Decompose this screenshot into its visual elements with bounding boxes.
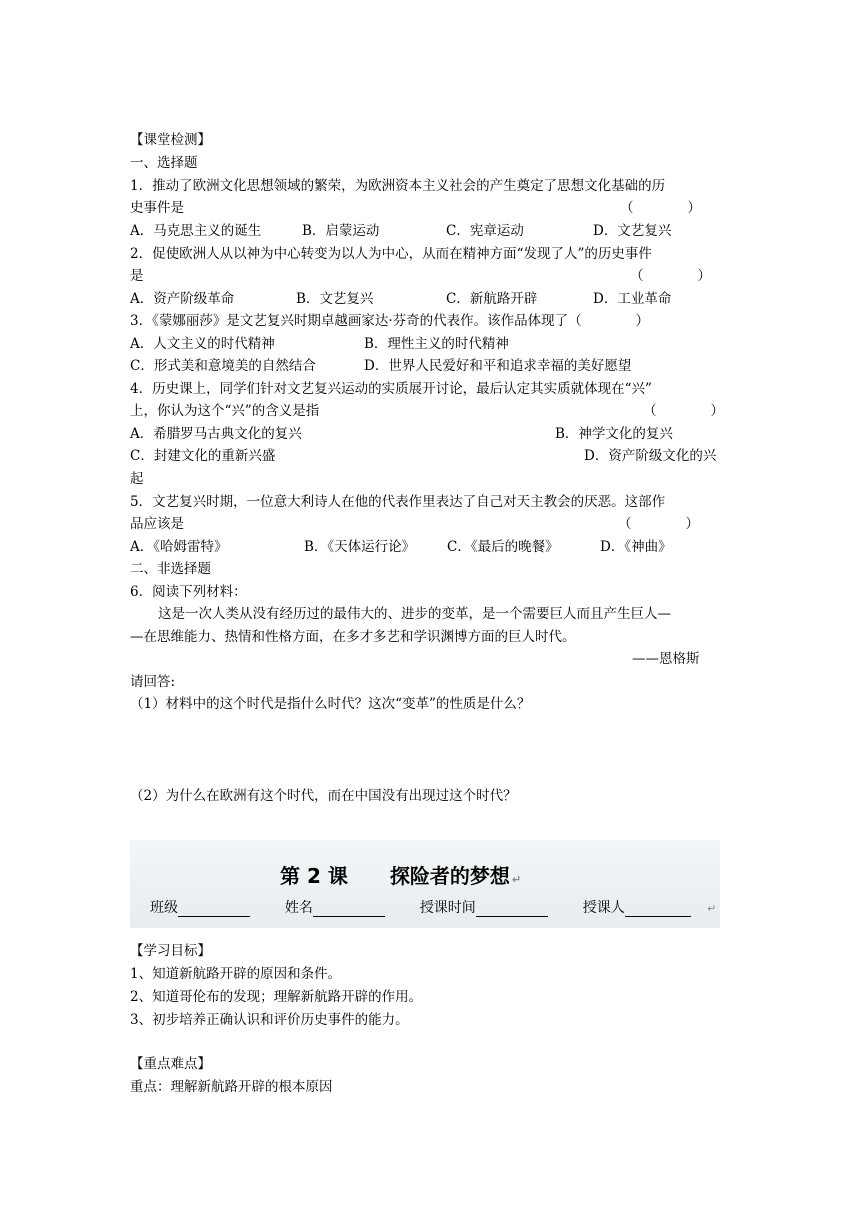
question-5-answer-paren: （ ） bbox=[618, 516, 699, 532]
lesson-banner bbox=[130, 840, 720, 928]
question-3-line-1: 3．《蒙娜丽莎》是文艺复兴时期卓越画家达·芬奇的代表作。该作品体现了（ ） bbox=[130, 313, 650, 329]
quote-source: ——恩格斯 bbox=[632, 651, 700, 667]
question-4-option-d: D．资产阶级文化的兴 bbox=[584, 448, 717, 464]
question-5-option-a: A．《哈姆雷特》 bbox=[130, 539, 228, 555]
lesson-name: 探险者的梦想 bbox=[389, 864, 510, 888]
question-1-option-b: B．启蒙运动 bbox=[302, 223, 380, 239]
question-4-option-a: A．希腊罗马古典文化的复兴 bbox=[130, 426, 302, 442]
paragraph-mark-icon: ↵ bbox=[511, 873, 522, 886]
goal-1: 1、知道新航路开辟的原因和条件。 bbox=[130, 966, 342, 982]
question-3-option-b: B．理性主义的时代精神 bbox=[364, 336, 509, 352]
paragraph-mark-icon: ↵ bbox=[707, 902, 717, 915]
sub-question-1: （1）材料中的这个时代是指什么时代？这次“变革”的性质是什么？ bbox=[130, 696, 531, 712]
question-2-answer-paren: （ ） bbox=[630, 268, 711, 284]
question-5-option-c: C．《最后的晚餐》 bbox=[447, 539, 559, 555]
lesson-info-row bbox=[150, 897, 716, 917]
question-2-line-1: 2．促使欧洲人从以神为中心转变为以人为中心，从而在精神方面“发现了人”的历史事件 bbox=[130, 246, 652, 262]
key-point-1: 重点：理解新航路开辟的根本原因 bbox=[130, 1079, 333, 1095]
time-blank bbox=[476, 902, 548, 917]
section-heading-key-points: 【重点难点】 bbox=[130, 1056, 211, 1072]
section-heading-class-test: 【课堂检测】 bbox=[130, 132, 211, 148]
question-4-option-b: B．神学文化的复兴 bbox=[555, 426, 673, 442]
lesson-title bbox=[280, 860, 521, 889]
question-1-line-1: 1．推动了欧洲文化思想领域的繁荣，为欧洲资本主义社会的产生奠定了思想文化基础的历 bbox=[130, 178, 666, 194]
answer-prompt: 请回答: bbox=[130, 674, 176, 690]
teacher-label: 授课人 bbox=[582, 900, 625, 916]
question-2-option-b: B．文艺复兴 bbox=[296, 291, 374, 307]
question-4-answer-paren: （ ） bbox=[643, 403, 724, 419]
question-2-option-c: C．新航路开辟 bbox=[446, 291, 538, 307]
quote-line-1: 这是一次人类从没有经历过的最伟大的、进步的变革，是一个需要巨人而且产生巨人— bbox=[158, 606, 671, 622]
name-label: 姓名 bbox=[284, 900, 313, 916]
goal-3: 3、初步培养正确认识和评价历史事件的能力。 bbox=[130, 1012, 409, 1028]
teacher-blank bbox=[625, 902, 691, 917]
question-3-option-a: A．人文主义的时代精神 bbox=[130, 336, 275, 352]
question-6-prompt: 6．阅读下列材料： bbox=[130, 584, 247, 600]
question-1-answer-paren: （ ） bbox=[620, 200, 701, 216]
question-4-line-1: 4．历史课上，同学们针对文艺复兴运动的实质展开讨论，最后认定其实质就体现在“兴” bbox=[130, 381, 652, 397]
question-5-line-2: 品应该是 bbox=[130, 516, 184, 532]
question-1-option-c: C．宪章运动 bbox=[446, 223, 524, 239]
question-3-option-d: D．世界人民爱好和平和追求幸福的美好愿望 bbox=[364, 358, 632, 374]
question-4-option-d-cont: 起 bbox=[130, 471, 144, 487]
part-heading-choice: 一、选择题 bbox=[130, 155, 198, 171]
lesson-number: 第 2 课 bbox=[280, 864, 348, 888]
class-label: 班级 bbox=[150, 900, 178, 916]
quote-line-2: —在思维能力、热情和性格方面，在多才多艺和学识渊博方面的巨人时代。 bbox=[130, 629, 576, 645]
question-4-line-2: 上，你认为这个“兴”的含义是指 bbox=[130, 403, 320, 419]
class-blank bbox=[178, 902, 250, 917]
time-label: 授课时间 bbox=[419, 900, 476, 916]
question-1-line-2: 史事件是 bbox=[130, 200, 184, 216]
question-1-option-d: D．文艺复兴 bbox=[593, 223, 672, 239]
question-5-option-b: B．《天体运行论》 bbox=[304, 539, 416, 555]
question-4-option-c: C．封建文化的重新兴盛 bbox=[130, 448, 276, 464]
question-1-option-a: A．马克思主义的诞生 bbox=[130, 223, 262, 239]
part-heading-nonchoice: 二、非选择题 bbox=[130, 561, 211, 577]
question-2-option-d: D．工业革命 bbox=[593, 291, 672, 307]
question-2-line-2: 是 bbox=[130, 268, 144, 284]
question-5-line-1: 5．文艺复兴时期，一位意大利诗人在他的代表作里表达了自己对天主教会的厌恶。这部作 bbox=[130, 494, 666, 510]
question-3-option-c: C．形式美和意境美的自然结合 bbox=[130, 358, 316, 374]
name-blank bbox=[313, 902, 385, 917]
goal-2: 2、知道哥伦布的发现；理解新航路开辟的作用。 bbox=[130, 989, 423, 1005]
question-2-option-a: A．资产阶级革命 bbox=[130, 291, 235, 307]
section-heading-goals: 【学习目标】 bbox=[130, 943, 211, 959]
sub-question-2: （2）为什么在欧洲有这个时代，而在中国没有出现过这个时代？ bbox=[130, 788, 517, 804]
question-5-option-d: D．《神曲》 bbox=[600, 539, 672, 555]
